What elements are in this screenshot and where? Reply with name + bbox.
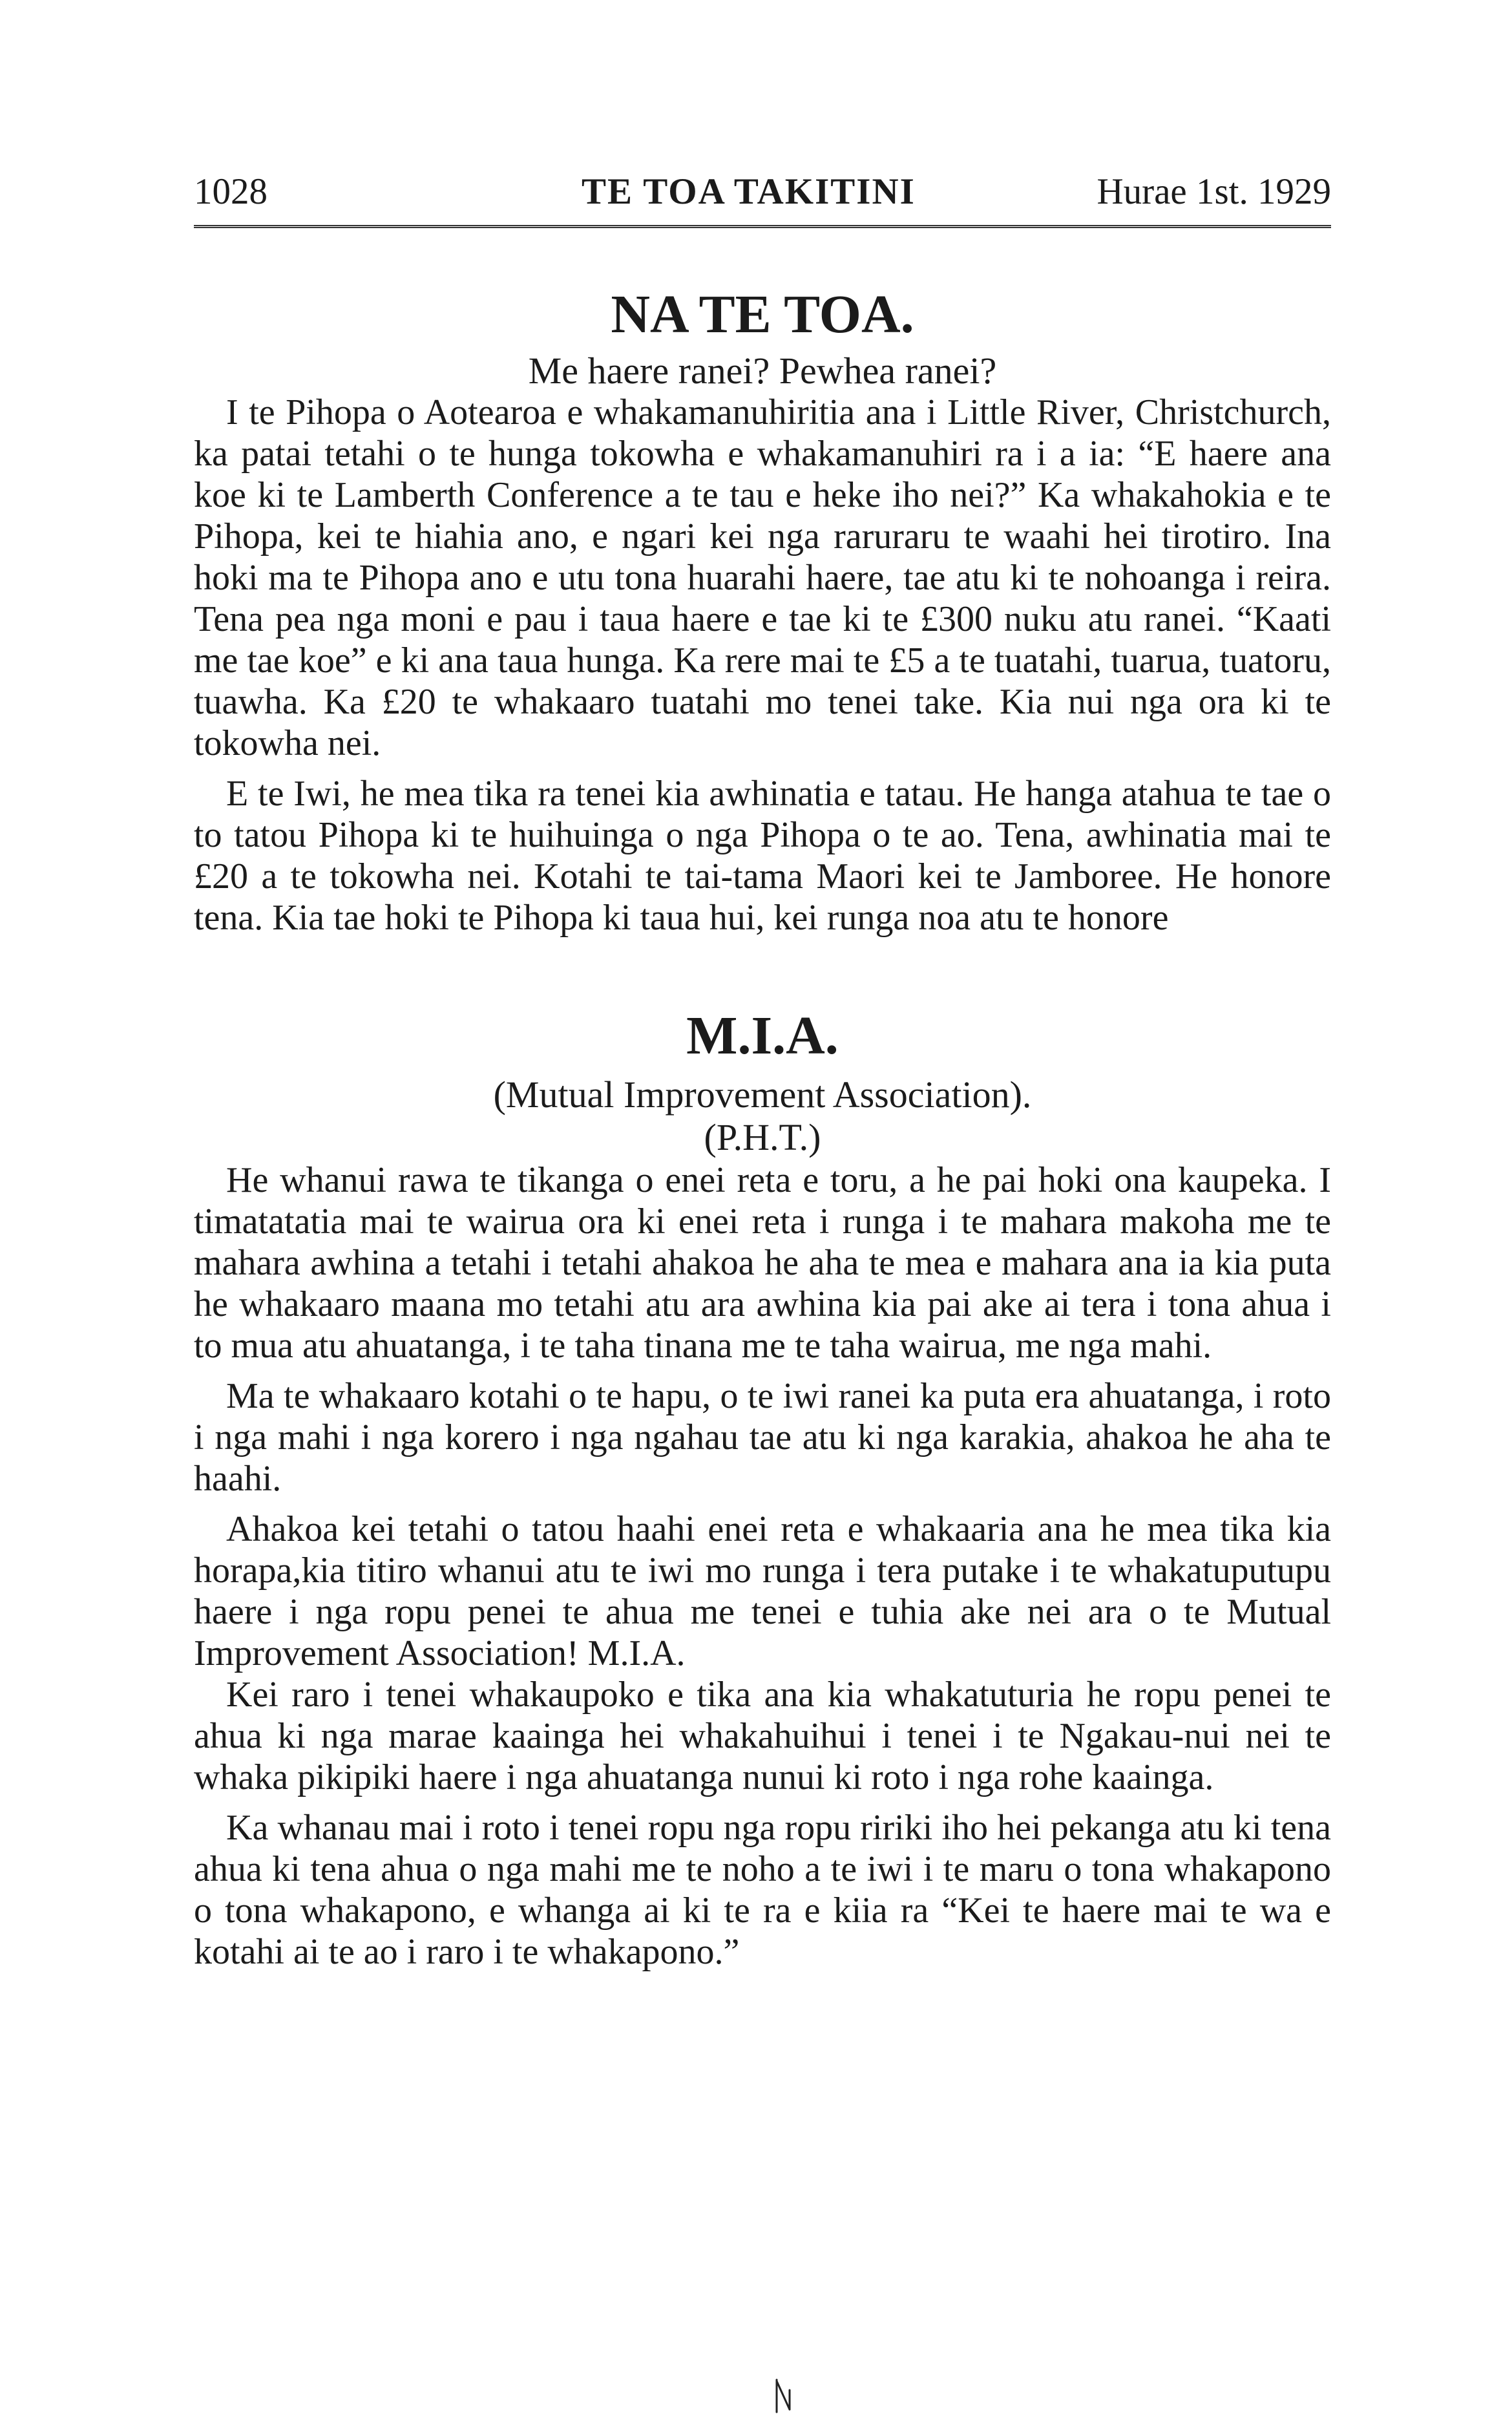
running-head <box>187 169 1331 215</box>
article-column <box>194 271 1331 1973</box>
section-title-mia: M.I.A. <box>686 1006 839 1066</box>
journal-title: TE TOA TAKITINI <box>582 171 916 212</box>
paragraph: Ma te whakaaro kotahi o te hapu, o te iwi ranei ka puta era ahuatanga, i roto i nga mahi i nga korero i nga ngahau tae atu ki nga karakia, ahakoa he aha te haahi. <box>194 1376 1331 1499</box>
page-number: 1028 <box>194 171 268 212</box>
section-title-na-te-toa: NA TE TOA. <box>611 284 914 344</box>
paragraph: Kei raro i tenei whakaupoko e tika ana kia whakatuturia he ropu penei te ahua ki nga marae kaainga hei whakahuihui i tenei i te Ngakau-nui nei te whaka pikipiki haere i nga ahuatanga nunui ki roto i nga rohe kaainga. <box>194 1675 1331 1797</box>
section-subtitle-mia: (Mutual Improvement Association). <box>493 1074 1032 1116</box>
header-rule <box>194 225 1331 228</box>
paragraph: E te Iwi, he mea tika ra tenei kia awhinatia e tatau. He hanga atahua te tae o to tatou Pihopa ki te huihuinga o nga Pihopa o te ao. Tena, awhinatia mai te £20 a te tokowha nei. Kotahi te tai-tama Maori kei te Jamboree. He honore tena. Kia tae hoki te Pihopa ki taua hui, kei runga noa atu te honore <box>194 774 1331 938</box>
paragraph: I te Pihopa o Aotearoa e whakamanuhiritia ana i Little River, Christchurch, ka patai tetahi o te hunga tokowha e whakamanuhiri ra i a ia: “E haere ana koe ki te Lamberth Conference a te tau e heke iho nei?” Ka whakahokia e te Pihopa, kei te hiahia ano, e ngari kei nga raruraru te waahi hei tirotiro. Ina hoki ma te Pihopa ano e utu tona huarahi haere, tae atu ki te nohoanga i reira. Tena pea nga moni e pau i taua haere e tae ki te £300 nuku atu ranei. “Kaati me tae koe” e ki ana taua hunga. Ka rere mai te £5 a te tuatahi, tuarua, tuatoru, tuawha. Ka £20 te whakaaro tuatahi mo tenei take. Kia nui nga ora ki te tokowha nei. <box>194 392 1331 763</box>
paragraph: Ka whanau mai i roto i tenei ropu nga ropu ririki iho hei pekanga atu ki tena ahua ki tena ahua o nga mahi me te noho a te iwi i te maru o tona whakapono o tona whakapono, e whanga ai ki te ra e kiia ra “Kei te haere mai te wa e kotahi ai te ao i raro i te whakapono.” <box>194 1808 1331 1972</box>
section-attribution: (P.H.T.) <box>704 1116 821 1158</box>
paragraph: Ahakoa kei tetahi o tatou haahi enei reta e whakaaria ana he mea tika kia horapa,kia titiro whanui atu te iwi mo runga i tera putake i te whakatuputupu haere i nga ropu penei te ahua me tenei e tuhia ake nei ara o te Mutual Improvement Association! M.I.A. <box>194 1509 1331 1673</box>
section-subtitle-na-te-toa: Me haere ranei? Pewhea ranei? <box>528 350 997 392</box>
issue-date: Hurae 1st. 1929 <box>1097 171 1331 212</box>
paragraph: He whanui rawa te tikanga o enei reta e toru, a he pai hoki ona kaupeka. I timatatatia mai te wairua ora ki enei reta i runga i te mahara makoha me te mahara awhina a tetahi i tetahi ahakoa he aha te mea e mahara ana ia kia puta he whakaaro maana mo tetahi atu ara awhina kia pai ake ai tera i tona ahua i to mua atu ahuatanga, i te taha tinana me te taha wairua, me nga mahi. <box>194 1160 1331 1366</box>
signature-mark-icon <box>773 2377 793 2415</box>
